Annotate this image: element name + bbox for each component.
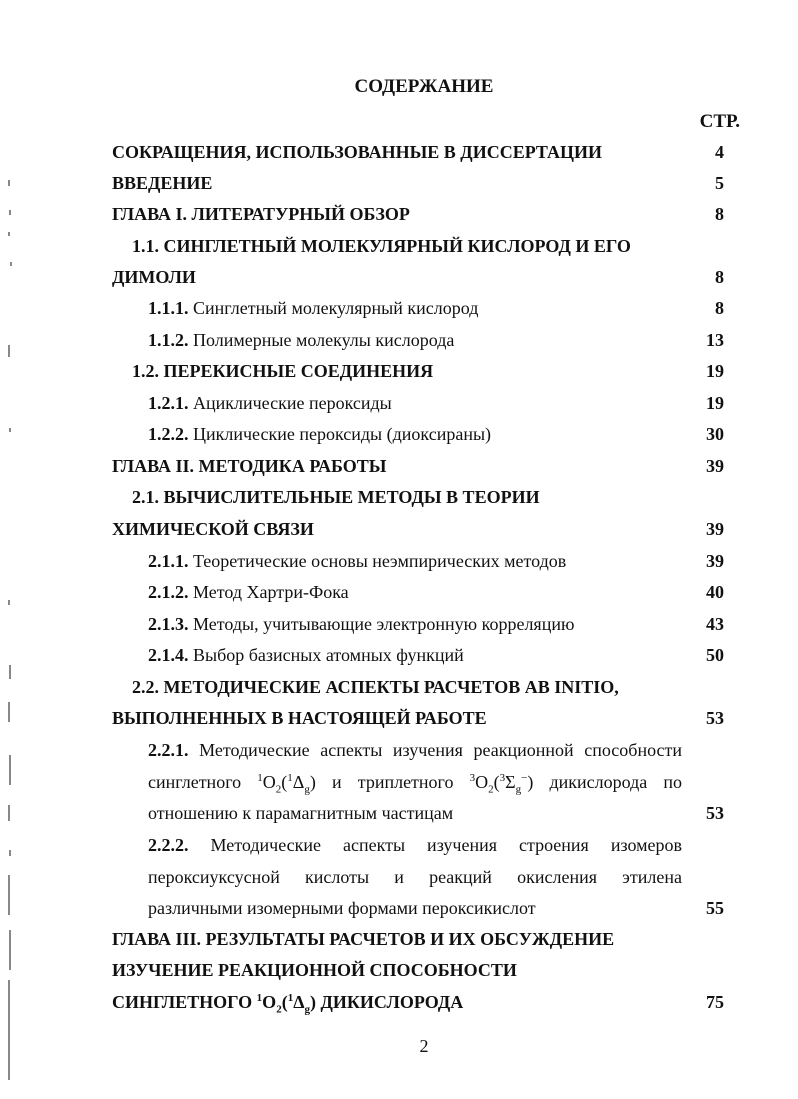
toc-entry-label — [148, 551, 566, 572]
scan-speck — [8, 232, 10, 236]
toc-entry-abbreviations[interactable] — [0, 142, 798, 170]
superscript: 1 — [287, 772, 293, 784]
toc-entry-number: 1.2.1. — [148, 393, 189, 413]
toc-page-number: 39 — [706, 519, 724, 539]
formula-symbol: O — [475, 772, 489, 792]
subscript: 2 — [276, 1003, 282, 1016]
toc-entry-2-1-1[interactable] — [0, 551, 798, 579]
toc-page-number: 75 — [706, 992, 724, 1012]
superscript: 3 — [499, 772, 506, 784]
scan-speck — [10, 262, 12, 266]
toc-entry-line — [148, 835, 682, 856]
subscript: 2 — [275, 783, 282, 796]
toc-text: дикислорода — [549, 772, 648, 792]
toc-entry-line — [148, 740, 682, 761]
toc-entry-line: ИЗУЧЕНИЕ РЕАКЦИОННОЙ СПОСОБНОСТИ — [112, 960, 517, 980]
subscript: 2 — [488, 783, 494, 796]
toc-entry-label: 2.2. МЕТОДИЧЕСКИЕ АСПЕКТЫ РАСЧЕТОВ AB INITIO, — [132, 677, 619, 697]
toc-page-number: 53 — [706, 803, 724, 823]
toc-entry-label — [148, 614, 574, 635]
formula-symbol: O — [262, 772, 276, 792]
toc-entry-2-1-4[interactable] — [0, 645, 798, 673]
toc-text: и — [331, 772, 342, 792]
toc-page-number: 8 — [715, 298, 724, 318]
toc-entry-line: пероксиуксусной кислоты и реакций окисления этилена — [148, 867, 682, 887]
scan-speck — [8, 702, 10, 722]
toc-entry-text: Циклические пероксиды (диоксираны) — [193, 424, 492, 444]
subscript: g — [304, 1003, 310, 1016]
scan-speck — [9, 428, 11, 432]
toc-entry-label: 1.1. СИНГЛЕТНЫЙ МОЛЕКУЛЯРНЫЙ КИСЛОРОД И ЕГО — [132, 236, 631, 256]
scan-speck — [8, 345, 10, 357]
toc-page-number: 5 — [715, 173, 724, 193]
toc-entry-text: Методические аспекты изучения реакционной способности — [199, 740, 683, 760]
page-column-header: СТР. — [699, 111, 740, 132]
toc-entry-label — [148, 330, 454, 351]
toc-entry-label: ГЛАВА I. ЛИТЕРАТУРНЫЙ ОБЗОР — [112, 204, 410, 224]
page-title: СОДЕРЖАНИЕ — [354, 76, 494, 97]
toc-entry-line: ГЛАВА III. РЕЗУЛЬТАТЫ РАСЧЕТОВ И ИХ ОБСУЖДЕНИЕ — [112, 929, 615, 949]
scan-speck — [8, 805, 10, 821]
toc-entry-1-2-2[interactable] — [0, 424, 798, 452]
formula-symbol: Δ — [293, 992, 305, 1012]
toc-entry-text: Полимерные молекулы кислорода — [193, 330, 455, 350]
toc-page-number: 40 — [706, 582, 724, 602]
toc-text: ДИКИСЛОРОДА — [315, 992, 464, 1012]
formula-singlet-oxygen: $^1O_2(^1\Delta_g)$ — [257, 772, 316, 796]
toc-entry-1-1-1[interactable] — [0, 298, 798, 326]
toc-entry-number: 1.1.2. — [148, 330, 189, 350]
toc-entry-label: ВВЕДЕНИЕ — [112, 173, 213, 193]
toc-entry-1-1-line2[interactable] — [0, 267, 798, 295]
toc-text: СИНГЛЕТНОГО — [112, 992, 257, 1012]
toc-entry-1-1-line1[interactable] — [0, 236, 798, 264]
subscript: g — [304, 783, 310, 796]
toc-entry-text: Выбор базисных атомных функций — [193, 645, 464, 665]
toc-entry-chapter-1[interactable] — [0, 204, 798, 232]
formula-symbol: O — [262, 992, 277, 1012]
toc-entry-label — [148, 582, 349, 603]
toc-page-number: 39 — [706, 456, 724, 476]
subscript: g — [515, 783, 522, 796]
toc-page-number: 53 — [706, 708, 724, 728]
scan-speck — [8, 980, 10, 1080]
toc-entry-text: Методы, учитывающие электронную корреляцию — [193, 614, 575, 634]
toc-page-number: 19 — [706, 393, 724, 413]
toc-entry-label: ДИМОЛИ — [112, 267, 196, 287]
scan-speck — [9, 930, 11, 970]
toc-page-number: 55 — [706, 898, 724, 918]
toc-entry-number: 2.2.2. — [148, 835, 189, 855]
toc-entry-label — [148, 424, 491, 445]
formula-symbol: Δ — [292, 772, 305, 792]
formula-triplet-oxygen: $^3O_2(^3\Sigma_g^-)$ — [469, 772, 534, 796]
scan-speck — [8, 875, 10, 915]
toc-entry-2-2-line1[interactable] — [0, 677, 798, 705]
toc-entry-text: Синглетный молекулярный кислород — [193, 298, 479, 318]
toc-entry-label — [148, 393, 392, 414]
toc-entry-text: Методические аспекты изучения строения изомеров — [210, 835, 683, 855]
formula-symbol: Σ — [505, 772, 516, 792]
superscript: 1 — [257, 772, 263, 784]
toc-page-number: 39 — [706, 551, 724, 571]
toc-entry-1-2-1[interactable] — [0, 393, 798, 421]
toc-text: синглетного — [148, 772, 242, 792]
toc-entry-number: 2.1.3. — [148, 614, 189, 634]
toc-entry-number: 2.1.4. — [148, 645, 189, 665]
toc-entry-line: различными изомерными формами пероксикислот — [148, 898, 536, 918]
toc-entry-2-1-line2[interactable] — [0, 519, 798, 547]
toc-entry-2-1-2[interactable] — [0, 582, 798, 610]
toc-entry-2-1-line1[interactable] — [0, 487, 798, 515]
toc-entry-number: 2.2.1. — [148, 740, 189, 760]
toc-page-number: 19 — [706, 361, 724, 381]
toc-page-number: 13 — [706, 330, 724, 350]
toc-entry-label: ХИМИЧЕСКОЙ СВЯЗИ — [112, 519, 314, 539]
toc-entry-introduction[interactable] — [0, 173, 798, 201]
toc-entry-label — [148, 645, 464, 666]
scan-speck — [9, 665, 11, 679]
scan-speck — [8, 600, 10, 605]
scan-speck — [8, 180, 10, 186]
toc-entry-chapter-2[interactable] — [0, 456, 798, 484]
superscript: 1 — [287, 992, 294, 1004]
scan-speck — [9, 210, 11, 215]
toc-text: по — [663, 772, 682, 792]
toc-page-number: 8 — [715, 204, 724, 224]
superscript: 3 — [469, 772, 476, 784]
superscript: − — [521, 772, 528, 784]
toc-page-number: 30 — [706, 424, 724, 444]
toc-entry-label: 1.2. ПЕРЕКИСНЫЕ СОЕДИНЕНИЯ — [132, 361, 434, 381]
toc-entry-label: 2.1. ВЫЧИСЛИТЕЛЬНЫЕ МЕТОДЫ В ТЕОРИИ — [132, 487, 540, 507]
page-number: 2 — [419, 1036, 429, 1056]
toc-entry-label: ГЛАВА II. МЕТОДИКА РАБОТЫ — [112, 456, 387, 476]
toc-entry-text: Теоретические основы неэмпирических методов — [193, 551, 567, 571]
toc-entry-label: ВЫПОЛНЕННЫХ В НАСТОЯЩЕЙ РАБОТЕ — [112, 708, 487, 728]
toc-entry-text: Ациклические пероксиды — [193, 393, 392, 413]
scan-speck — [9, 755, 11, 785]
toc-page-number: 4 — [715, 142, 724, 162]
toc-entry-text: Метод Хартри-Фока — [193, 582, 349, 602]
toc-entry-2-2-line2[interactable] — [0, 708, 798, 736]
toc-entry-label: СОКРАЩЕНИЯ, ИСПОЛЬЗОВАННЫЕ В ДИССЕРТАЦИИ — [112, 142, 603, 162]
toc-entry-number: 1.1.1. — [148, 298, 189, 318]
toc-entry-number: 2.1.1. — [148, 551, 189, 571]
toc-entry-1-2[interactable] — [0, 361, 798, 389]
toc-entry-label — [148, 298, 478, 319]
toc-entry-number: 1.2.2. — [148, 424, 189, 444]
superscript: 1 — [256, 992, 263, 1004]
toc-page-number: 8 — [715, 267, 724, 287]
toc-text: триплетного — [357, 772, 454, 792]
toc-page-number: 43 — [706, 614, 724, 634]
toc-page-number: 50 — [706, 645, 724, 665]
scan-speck — [9, 850, 11, 856]
toc-entry-1-1-2[interactable] — [0, 330, 798, 358]
toc-entry-number: 2.1.2. — [148, 582, 189, 602]
toc-entry-line: СИНГЛЕТНОГО $^1O_2(^1\Delta_g)$ ДИКИСЛОРОДА — [112, 992, 464, 1016]
toc-entry-line: отношению к парамагнитным частицам — [148, 803, 454, 823]
toc-entry-line — [148, 772, 682, 796]
toc-entry-2-1-3[interactable] — [0, 614, 798, 642]
